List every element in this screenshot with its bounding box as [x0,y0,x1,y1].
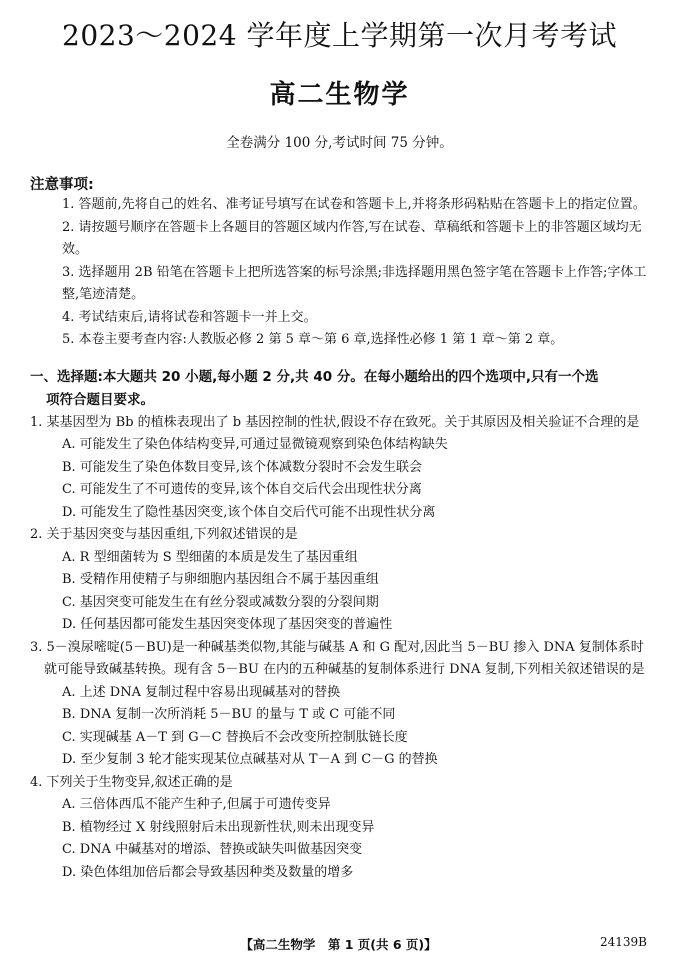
note-item: 2. 请按题号顺序在答题卡上各题目的答题区域内作答,写在试卷、草稿纸和答题卡上的非答题区域均无效。 [62,219,642,257]
question-4 [30,772,649,885]
note-item: 3. 选择题用 2B 铅笔在答题卡上把所选答案的标号涂黑;非选择题用黑色签字笔在答题卡上作答;字体工整,笔迹清楚。 [62,264,647,302]
option-c: C. DNA 中碱基对的增添、替换或缺失叫做基因突变 [62,842,363,857]
option-c: C. 可能发生了不可遗传的变异,该个体自交后代会出现性状分离 [62,482,422,497]
option-a: A. 可能发生了染色体结构变异,可通过显微镜观察到染色体结构缺失 [62,437,448,452]
option-d: D. 任何基因都可能发生基因突变体现了基因突变的普遍性 [62,617,393,632]
exam-info: 全卷满分 100 分,考试时间 75 分钟。 [226,135,453,151]
option-d: D. 染色体组加倍后都会导致基因种类及数量的增多 [62,864,354,880]
option-c: C. 基因突变可能发生在有丝分裂或减数分裂的分裂间期 [62,594,379,610]
section-heading-line2: 项符合题目要求。 [46,391,154,408]
option-d: D. 至少复制 3 轮才能实现某位点碱基对从 T－A 到 C－G 的替换 [62,752,438,767]
notes-list [30,194,649,352]
option-d: D. 可能发生了隐性基因突变,该个体自交后代可能不出现性状分离 [62,504,436,520]
question-stem: 3. 5－溴尿嘧啶(5－BU)是一种碱基类似物,其能与碱基 A 和 G 配对,因此当 5－BU 掺入 DNA 复制体系时就可能导致碱基转换。现有含 5－BU 在内的五种碱基的复制体系进行 DNA 复制,下列相关叙述错误的是 [30,639,645,677]
option-a: A. 上述 DNA 复制过程中容易出现碱基对的替换 [62,684,341,700]
note-item: 1. 答题前,先将自己的姓名、准考证号填写在试卷和答题卡上,并将条形码粘贴在答题卡上的指定位置。 [62,197,646,212]
question-2 [30,524,649,637]
option-c: C. 实现碱基 A－T 到 G－C 替换后不会改变所控制肽链长度 [62,729,408,745]
page-number-label: 【高二生物学 第 1 页(共 6 页)】 [240,937,437,952]
paper-code: 24139B [600,935,647,949]
question-1 [30,412,649,525]
option-b: B. 受精作用使精子与卵细胞内基因组合不属于基因重组 [62,572,379,587]
notes-heading: 注意事项: [30,177,94,193]
note-item: 4. 考试结束后,请将试卷和答题卡一并上交。 [62,309,317,325]
option-a: A. 三倍体西瓜不能产生种子,但属于可遗传变异 [62,797,331,812]
question-3 [30,637,649,772]
question-stem: 1. 某基因型为 Bb 的植株表现出了 b 基因控制的性状,假设不存在致死。关于其原因及相关验证不合理的是 [30,414,640,430]
section-heading-line1: 一、选择题:本大题共 20 小题,每小题 2 分,共 40 分。在每小题给出的四个选项中,只有一个选 [30,368,599,385]
option-a: A. R 型细菌转为 S 型细菌的本质是发生了基因重组 [62,549,358,565]
section-heading [30,366,649,412]
note-item: 5. 本卷主要考查内容:人教版必修 2 第 5 章～第 6 章,选择性必修 1 第 1 章～第 2 章。 [62,332,564,347]
subject-title: 高二生物学 [269,80,410,110]
option-b: B. DNA 复制一次所消耗 5－BU 的量与 T 或 C 可能不同 [62,707,396,722]
exam-title: 2023～2024 学年度上学期第一次月考考试 [62,19,617,52]
option-b: B. 植物经过 X 射线照射后未出现新性状,则未出现变异 [62,819,375,835]
question-stem: 2. 关于基因突变与基因重组,下列叙述错误的是 [30,527,298,542]
page-footer [0,935,677,953]
question-stem: 4. 下列关于生物变异,叙述正确的是 [30,774,233,790]
option-b: B. 可能发生了染色体数目变异,该个体减数分裂时不会发生联会 [62,459,422,475]
